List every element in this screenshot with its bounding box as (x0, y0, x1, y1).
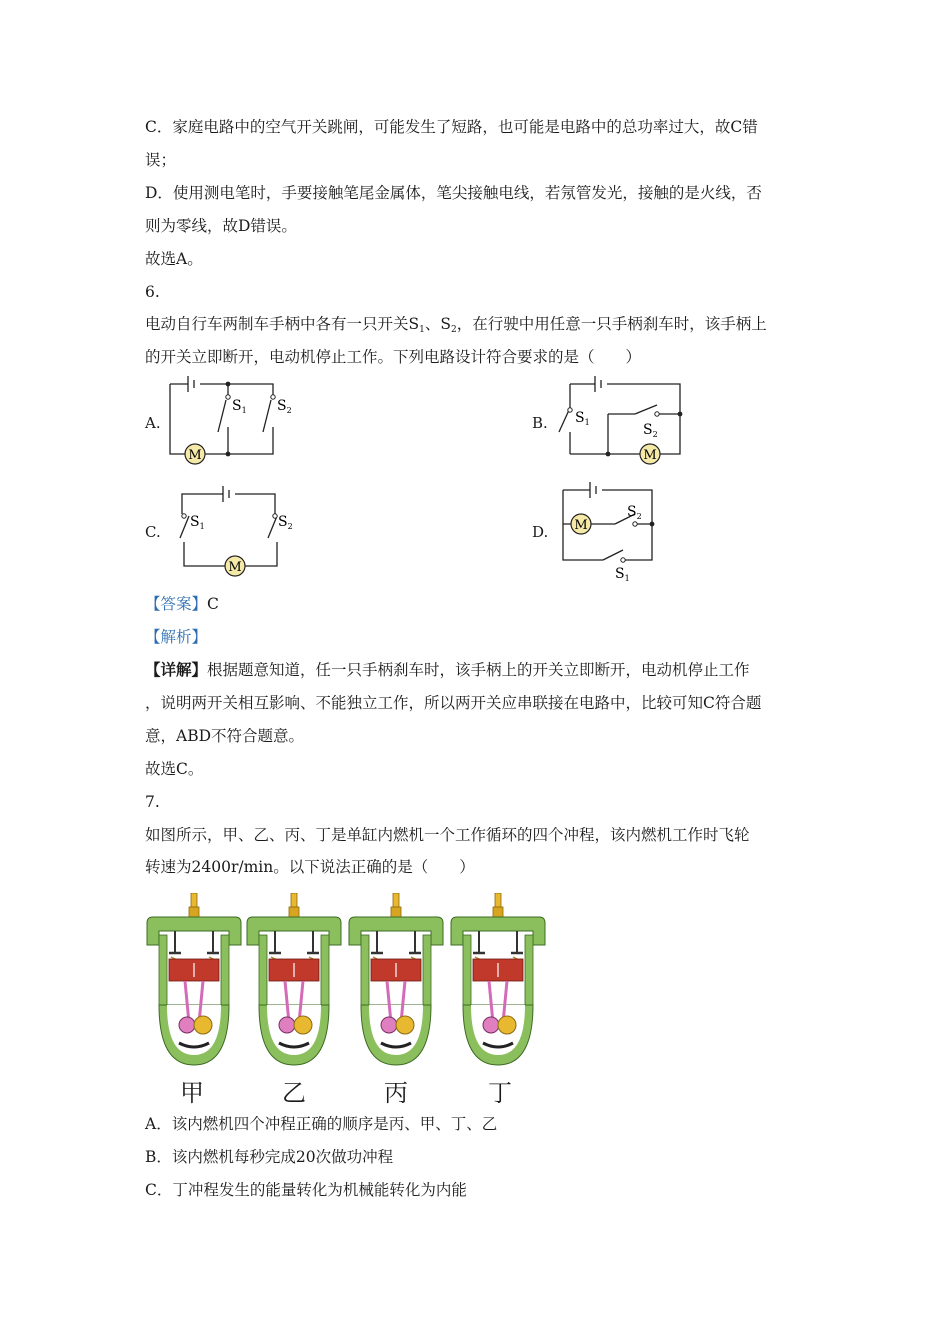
q5-option-d: D．使用测电笔时，手要接触笔尾金属体，笔尖接触电线，若氖管发光，接触的是火线，否 (145, 184, 762, 202)
motor-label: M (188, 448, 202, 463)
engine-stroke-ding (451, 893, 545, 1065)
q5-option-c-cont: 误； (145, 151, 177, 169)
circuit-diagram-a (160, 372, 320, 472)
switch-s2-label: $S_2$ (277, 398, 292, 415)
q6-analysis-tag: 【解析】 (145, 628, 208, 646)
q6-stem-line1: 电动自行车两制车手柄中各有一只开关$S_1$、$S_2$，在行驶中用任意一只手柄刹车时，该手柄上 (145, 315, 767, 335)
q5-option-d-cont: 则为零线，故D错误。 (145, 217, 297, 235)
q7-stem-line2: 转速为2400r/min。以下说法正确的是（ ） (145, 858, 475, 876)
q7-number: 7. (145, 793, 160, 811)
switch-s1-label: $S_1$ (575, 410, 590, 427)
engine-strokes-figure (145, 893, 555, 1068)
q6-detail-line3: 意，ABD不符合题意。 (145, 727, 305, 745)
q7-option-c: C．丁冲程发生的能量转化为机械能转化为内能 (145, 1181, 467, 1199)
q5-option-c: C．家庭电路中的空气开关跳闸，可能发生了短路，也可能是电路中的总功率过大，故C错 (145, 118, 758, 136)
q7-option-a: A．该内燃机四个冲程正确的顺序是丙、甲、丁、乙 (145, 1115, 498, 1133)
switch-s2-label: $S_2$ (627, 504, 642, 521)
motor-label: M (574, 518, 588, 533)
q6-option-d-label: D. (532, 523, 549, 541)
q6-option-a-label: A. (145, 414, 161, 432)
q6-option-c-label: C. (145, 523, 161, 541)
q7-option-b: B．该内燃机每秒完成20次做功冲程 (145, 1148, 394, 1166)
stroke-label-yi: 乙 (282, 1079, 306, 1107)
q6-detail-line2: ，说明两开关相互影响、不能独立工作，所以两开关应串联接在电路中，比较可知C符合题 (145, 694, 762, 712)
q6-option-b-label: B. (532, 414, 548, 432)
q6-detail-line1: 【详解】根据题意知道，任一只手柄刹车时，该手柄上的开关立即断开，电动机停止工作 (145, 660, 750, 679)
q6-stem-line2: 的开关立即断开，电动机停止工作。下列电路设计符合要求的是（ ） (145, 348, 642, 366)
switch-s2-label: $S_2$ (643, 422, 658, 439)
engine-stroke-yi (247, 893, 341, 1065)
motor-label: M (228, 560, 242, 575)
switch-s1-label: $S_1$ (190, 514, 205, 531)
circuit-diagram-c (160, 480, 320, 580)
stroke-label-ding: 丁 (488, 1079, 512, 1107)
q6-conclusion: 故选C。 (145, 760, 204, 778)
q5-conclusion: 故选A。 (145, 250, 203, 268)
switch-s1-label: $S_1$ (615, 566, 630, 583)
switch-s2-label: $S_2$ (278, 514, 293, 531)
stroke-label-jia: 甲 (180, 1079, 204, 1107)
q6-answer: 【答案】C (145, 595, 219, 613)
engine-stroke-jia (147, 893, 241, 1065)
stroke-label-bing: 丙 (384, 1079, 408, 1107)
engine-stroke-bing (349, 893, 443, 1065)
q6-number: 6. (145, 283, 160, 301)
q7-stem-line1: 如图所示，甲、乙、丙、丁是单缸内燃机一个工作循环的四个冲程，该内燃机工作时飞轮 (145, 826, 750, 844)
motor-label: M (643, 448, 657, 463)
circuit-diagram-d (555, 478, 695, 588)
circuit-diagram-b (555, 372, 695, 472)
switch-s1-label: $S_1$ (232, 398, 247, 415)
